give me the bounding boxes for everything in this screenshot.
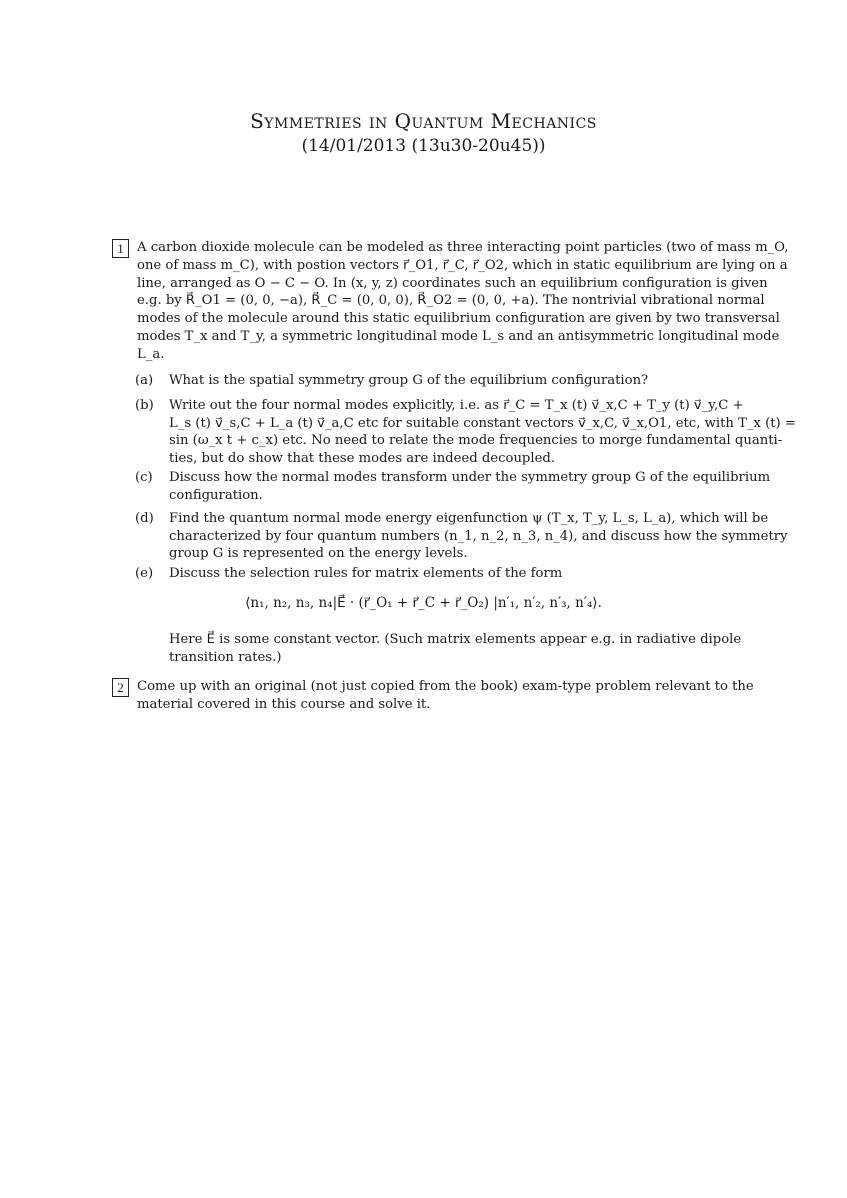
intro-line: A carbon dioxide molecule can be modeled as three interacting point particles (two of mass m_O,	[137, 240, 789, 255]
exam-date-subtitle: (14/01/2013 (13u30-20u45))	[301, 136, 546, 156]
intro-line: L_a.	[137, 346, 165, 362]
intro-line: one of mass m_C), with postion vectors r⃗_O1, r⃗_C, r⃗_O2, which in static equilibrium are lying on a	[137, 257, 788, 273]
intro-line: modes of the molecule around this static equilibrium configuration are given by two transversal	[137, 311, 780, 327]
page-title: Symmetries in Quantum Mechanics	[250, 109, 597, 133]
problem-2-line: material covered in this course and solve it.	[137, 696, 431, 712]
note-line: Here E⃗ is some constant vector. (Such matrix elements appear e.g. in radiative dipole	[169, 632, 742, 647]
subquestion-line: sin (ω_x t + c_x) etc. No need to relate the mode frequencies to morge fundamental quanti-	[169, 433, 783, 449]
problem-1-intro	[137, 239, 789, 364]
subquestion-line: Discuss the selection rules for matrix elements of the form	[169, 566, 563, 581]
matrix-element-equation: ⟨n₁, n₂, n₃, n₄|E⃗ · (r⃗_O₁ + r⃗_C + r⃗_O₂) |n′₁, n′₂, n′₃, n′₄⟩.	[245, 595, 602, 611]
intro-line: line, arranged as O − C − O. In (x, y, z) coordinates such an equilibrium configuration is given	[137, 275, 768, 291]
subquestion-line: characterized by four quantum numbers (n_1, n_2, n_3, n_4), and discuss how the symmetry	[169, 528, 788, 544]
problem-2-text	[137, 678, 754, 714]
subquestion-line: Find the quantum normal mode energy eigenfunction ψ (T_x, T_y, L_s, L_a), which will be	[169, 511, 769, 526]
subquestion-line: L_s (t) v⃗_s,C + L_a (t) v⃗_a,C etc for suitable constant vectors v⃗_x,C, v⃗_x,O1, etc, with T_x (t) =	[169, 415, 796, 431]
subquestion-label: (d)	[135, 511, 154, 526]
problem-2-number-box: 2	[112, 678, 129, 697]
problem-1-number-box: 1	[112, 239, 129, 258]
subquestion-line: Write out the four normal modes explicitly, i.e. as r⃗_C = T_x (t) v⃗_x,C + T_y (t) v⃗_y,C +	[169, 398, 744, 413]
subquestion-line: ties, but do show that these modes are indeed decoupled.	[169, 450, 556, 466]
note-line: transition rates.)	[169, 649, 282, 665]
subquestion-line: Discuss how the normal modes transform under the symmetry group G of the equilibrium	[169, 470, 771, 485]
intro-line: e.g. by R⃗_O1 = (0, 0, −a), R⃗_C = (0, 0, 0), R⃗_O2 = (0, 0, +a). The nontrivial vibrational normal	[137, 293, 765, 309]
subquestion-label: (a)	[135, 373, 154, 388]
intro-line: modes T_x and T_y, a symmetric longitudinal mode L_s and an antisymmetric longitudinal mode	[137, 328, 780, 344]
problem-2-line: Come up with an original (not just copied from the book) exam-type problem relevant to the	[137, 679, 754, 694]
problem-1-note	[169, 631, 742, 666]
subquestion-line: configuration.	[169, 487, 263, 503]
subquestion-label: (c)	[135, 470, 153, 485]
subquestion-label: (b)	[135, 398, 154, 413]
subquestion-line: What is the spatial symmetry group G of the equilibrium configuration?	[169, 373, 649, 388]
subquestion-line: group G is represented on the energy levels.	[169, 546, 468, 562]
subquestion-label: (e)	[135, 566, 154, 581]
